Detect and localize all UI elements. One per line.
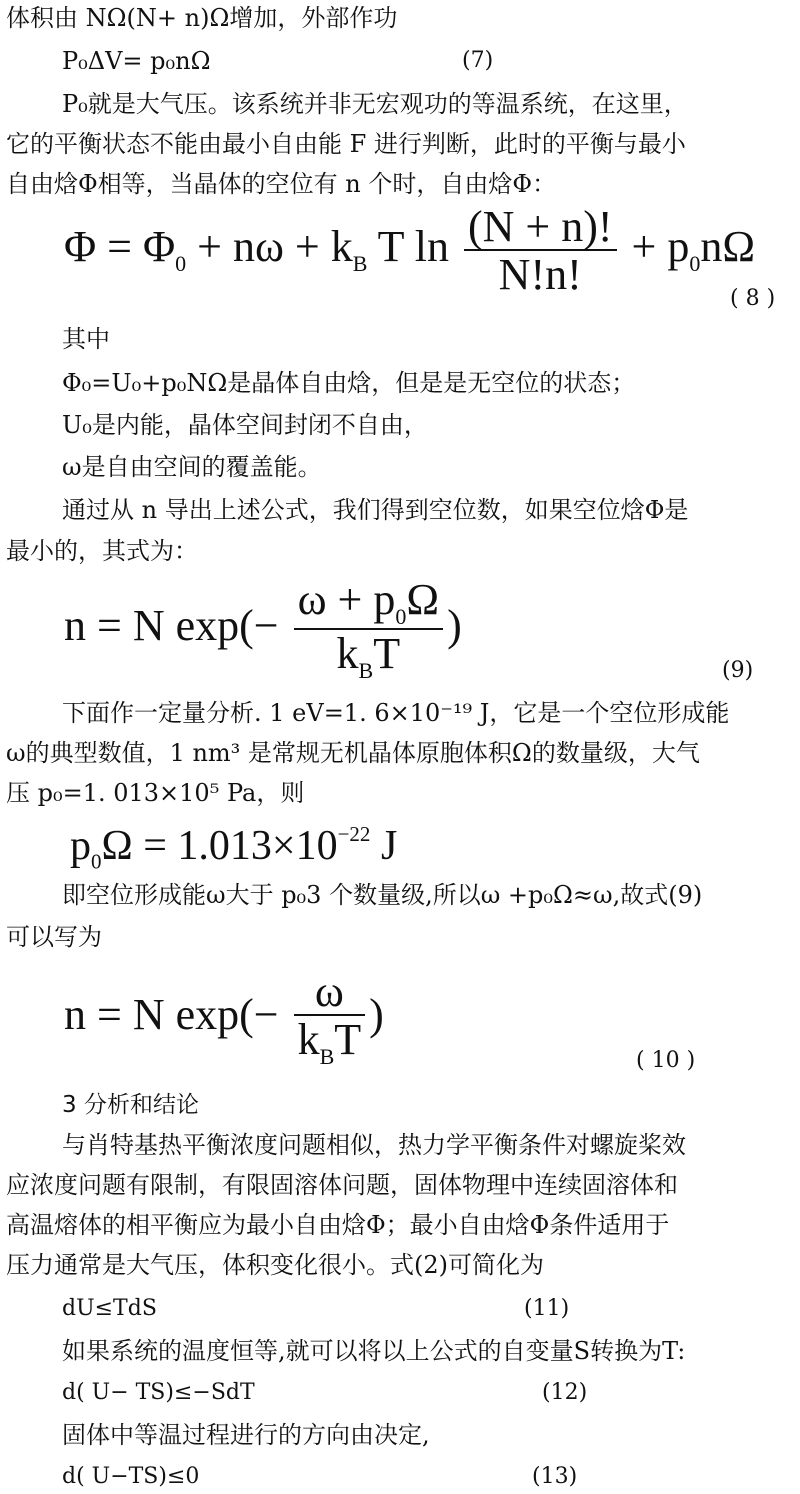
text-line: 它的平衡状态不能由最小自由能 F 进行判断，此时的平衡与最小 bbox=[6, 130, 686, 158]
equation-13: d( U−TS)≤0 bbox=[62, 1464, 200, 1489]
equation-number: (13) bbox=[532, 1464, 578, 1489]
text-line: 其中 bbox=[62, 325, 110, 353]
text-line: Φ₀=U₀+p₀NΩ是晶体自由焓，但是是无空位的状态； bbox=[62, 369, 636, 397]
equation-number: (9) bbox=[722, 658, 754, 683]
text-line: 可以写为 bbox=[6, 923, 102, 951]
text-line: 应浓度问题有限制，有限固溶体问题，固体物理中连续固溶体和 bbox=[6, 1171, 678, 1199]
fraction: $\frac{\omega}{k_BT}$ bbox=[294, 970, 366, 1068]
text-line: 自由焓Φ相等，当晶体的空位有 n 个时，自由焓Φ： bbox=[6, 170, 557, 198]
text-line: ω是自由空间的覆盖能。 bbox=[62, 453, 322, 481]
fraction: $\frac{(N + n)!}{N!n!}$ bbox=[464, 205, 617, 297]
text-line: 压 p₀=1. 013×10⁵ Pa，则 bbox=[6, 779, 305, 807]
text-line: P₀就是大气压。该系统并非无宏观功的等温系统，在这里， bbox=[62, 90, 688, 118]
equation-number: ( 8 ) bbox=[730, 286, 776, 311]
equation-11: dU≤TdS bbox=[62, 1296, 157, 1321]
equation-12: d( U− TS)≤−SdT bbox=[62, 1380, 255, 1405]
equation-number: (12) bbox=[542, 1380, 588, 1405]
section-heading: 3 分析和结论 bbox=[62, 1092, 199, 1118]
equation-p0omega: $p_0\Omega = 1.013\times 10^{-22}$ J bbox=[70, 822, 398, 874]
equation-number: (7) bbox=[462, 48, 494, 73]
equation-9: n = N exp(− $\frac{\omega + p_0\Omega}{k_BT}$ ) bbox=[64, 575, 462, 683]
equation-number: (11) bbox=[524, 1296, 570, 1321]
text-line: 最小的，其式为： bbox=[6, 537, 198, 565]
text-line: 即空位形成能ω大于 p₀3 个数量级,所以ω +p₀Ω≈ω,故式(9) bbox=[62, 881, 703, 909]
equation-number: ( 10 ) bbox=[636, 1048, 696, 1073]
equation-8: $\Phi = \Phi_0 + n\omega + k_B$ T ln $\frac{(N + n)!}{N!n!}$ + $p_0n\Omega$ bbox=[64, 202, 756, 299]
text-line: ω的典型数值，1 nm³ 是常规无机晶体原胞体积Ω的数量级，大气 bbox=[6, 739, 700, 767]
fraction: $\frac{\omega + p_0\Omega}{k_BT}$ bbox=[294, 578, 443, 682]
equation-10: n = N exp(− $\frac{\omega}{k_BT}$ ) bbox=[64, 967, 384, 1069]
text-line: U₀是内能，晶体空间封闭不自由， bbox=[62, 411, 428, 439]
text-line: 压力通常是大气压，体积变化很小。式(2)可简化为 bbox=[6, 1251, 544, 1279]
text-line: 固体中等温过程进行的方向由决定, bbox=[62, 1421, 430, 1449]
text-line: 体积由 NΩ(N+ n)Ω增加，外部作功 bbox=[6, 4, 398, 32]
text-line: 高温熔体的相平衡应为最小自由焓Φ；最小自由焓Φ条件适用于 bbox=[6, 1211, 670, 1239]
text-line: 下面作一定量分析. 1 eV=1. 6×10⁻¹⁹ J，它是一个空位形成能 bbox=[62, 699, 730, 727]
text-line: 与肖特基热平衡浓度问题相似，热力学平衡条件对螺旋桨效 bbox=[62, 1131, 686, 1159]
text-line: 通过从 n 导出上述公式，我们得到空位数，如果空位焓Φ是 bbox=[62, 496, 689, 524]
text-line: 如果系统的温度恒等,就可以将以上公式的自变量S转换为T: bbox=[62, 1337, 686, 1365]
text-line: P₀ΔV= p₀nΩ bbox=[62, 47, 211, 75]
